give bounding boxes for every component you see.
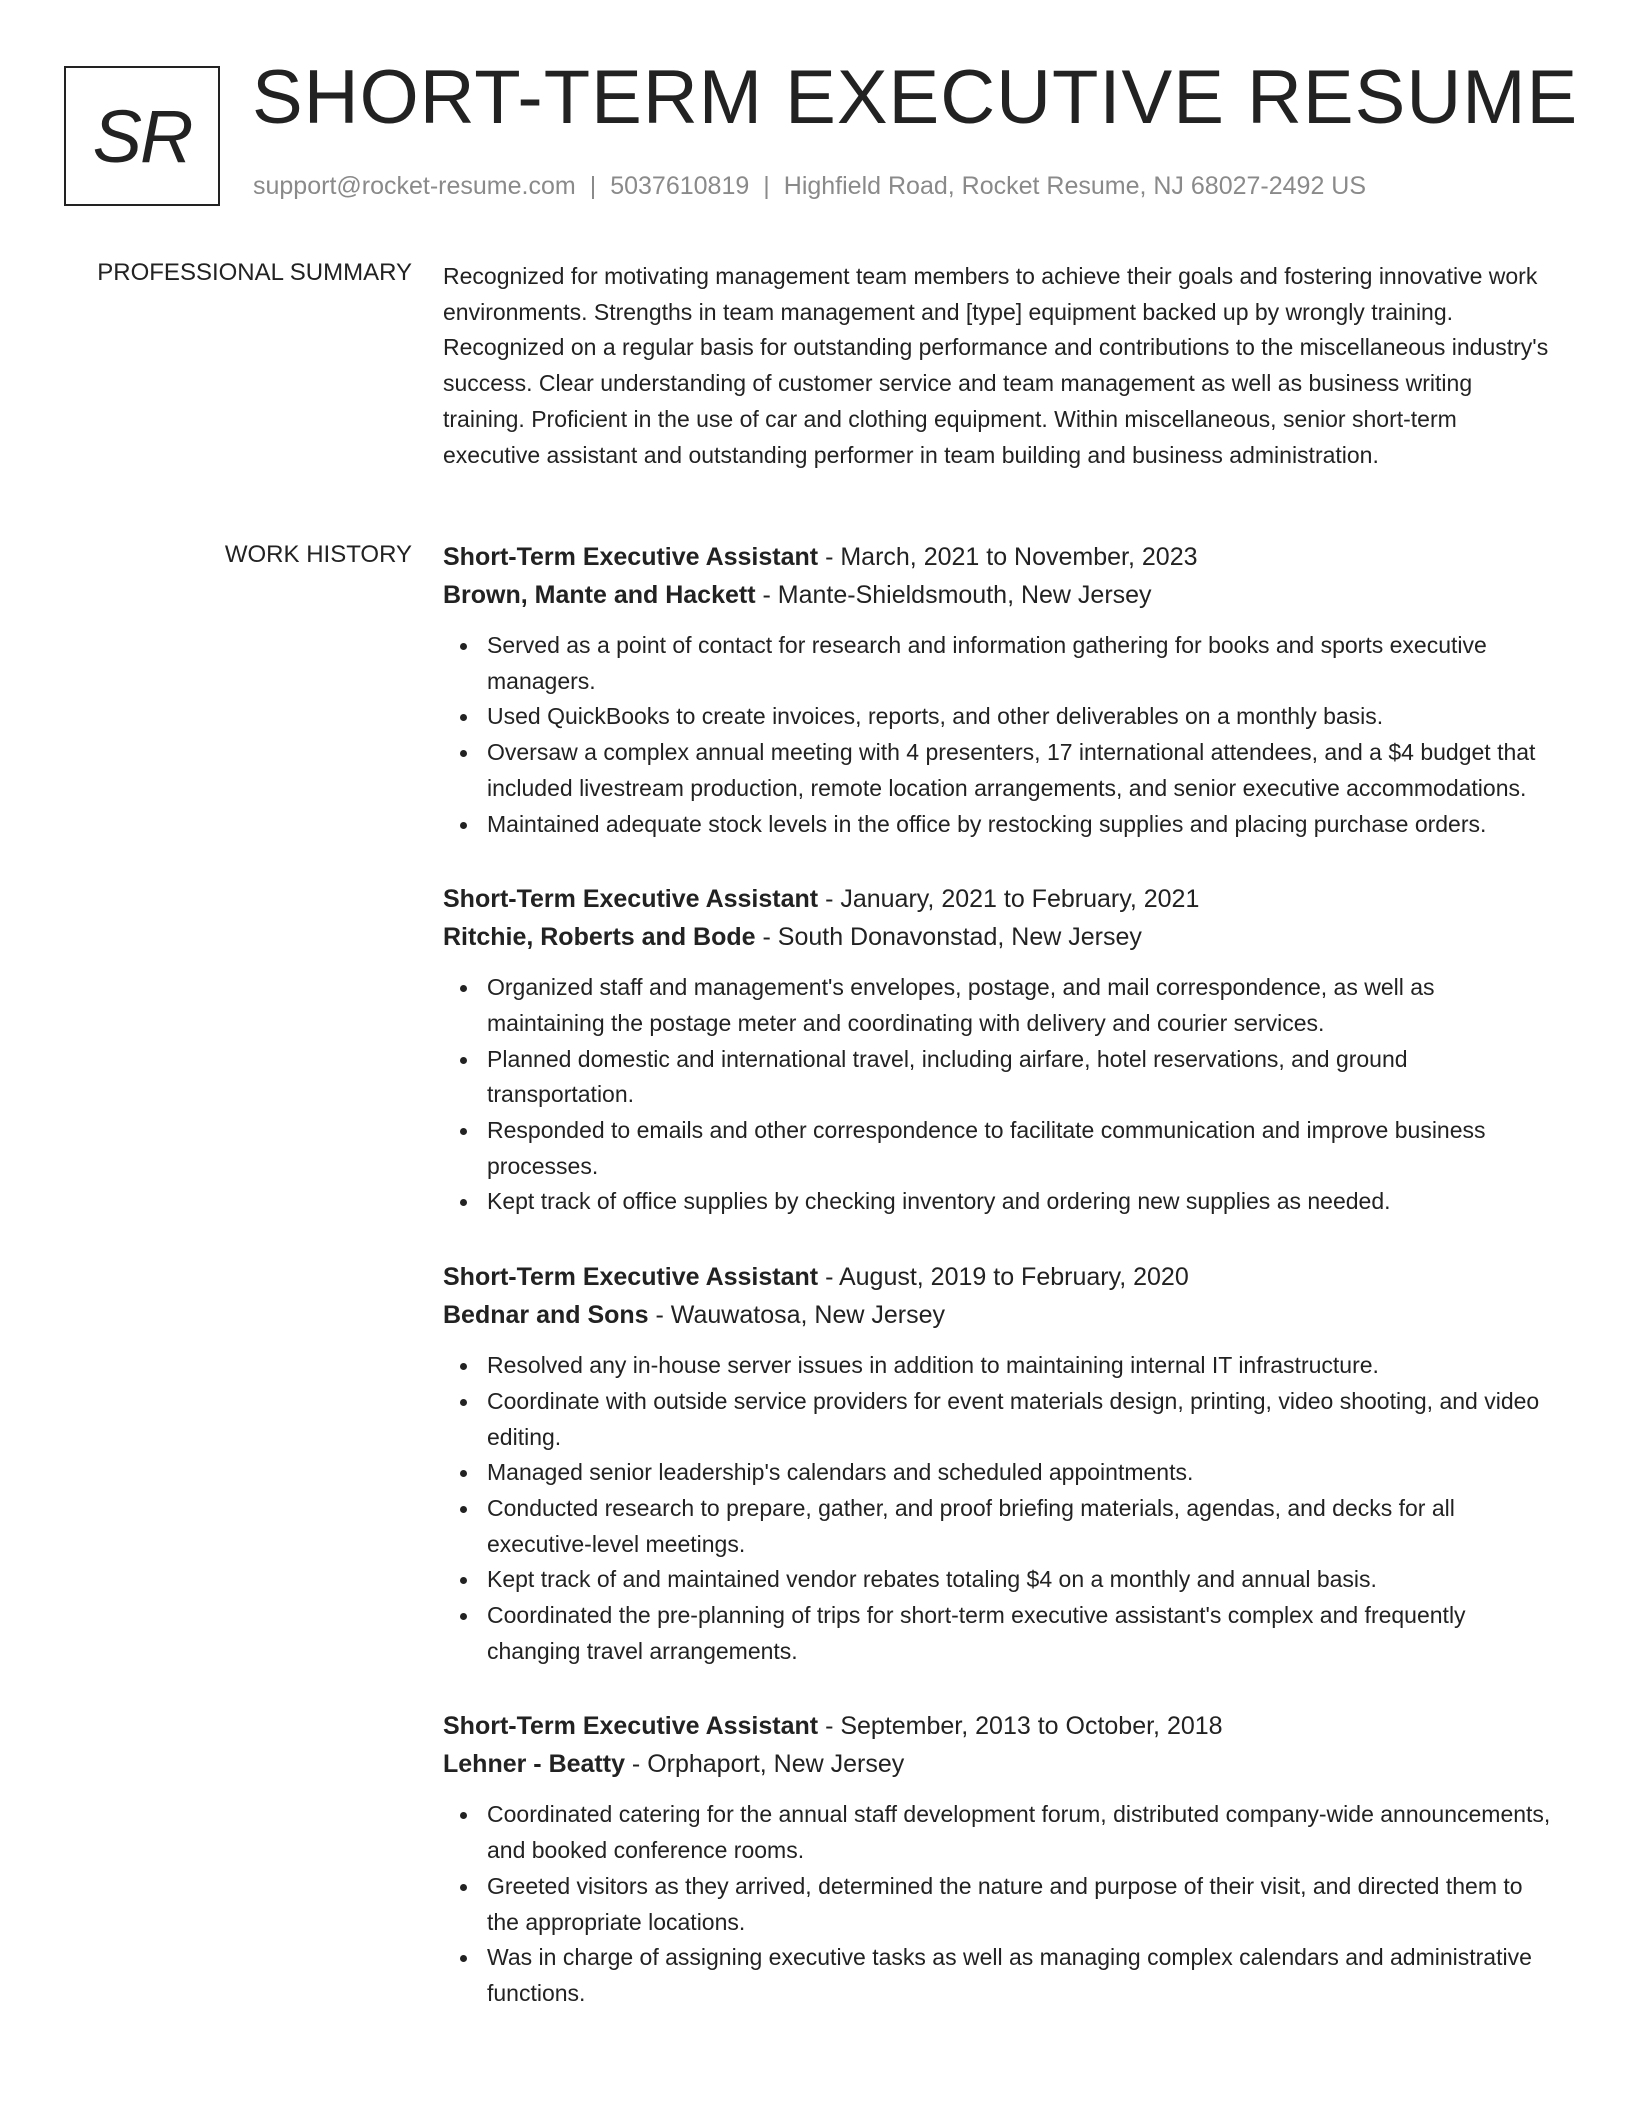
- job-bullet-item: Served as a point of contact for research and information gathering for books and sports executive managers.: [443, 628, 1553, 699]
- resume-title: SHORT-TERM EXECUTIVE RESUME: [252, 55, 1579, 140]
- job-dates: - August, 2019 to February, 2020: [818, 1263, 1189, 1292]
- job-dates: - September, 2013 to October, 2018: [818, 1712, 1223, 1741]
- summary-paragraph: Recognized for motivating management team members to achieve their goals and fostering innovative work environments. Strengths in team management and [type] equipment backed up by wrongly training. Recognized on a regular basis for outstanding performance and contributions to the miscellaneous industry's success. Clear understanding of customer service and team management as well as business writing training. Proficient in the use of car and clothing equipment. Within miscellaneous, senior short-term executive assistant and outstanding performer in team building and business administration.: [443, 263, 1549, 468]
- job-bullet-item: Kept track of and maintained vendor rebates totaling $4 on a monthly and annual basis.: [443, 1562, 1553, 1598]
- job-location: - Mante-Shieldsmouth, New Jersey: [755, 581, 1152, 609]
- job-company: Bednar and Sons: [443, 1301, 649, 1330]
- job-bullet-item: Oversaw a complex annual meeting with 4 presenters, 17 international attendees, and a $4 budget that included livestream production, remote location arrangements, and senior executive accommodations.: [443, 735, 1553, 806]
- contact-separator: |: [589, 172, 597, 200]
- section-label-work-history: WORK HISTORY: [224, 541, 412, 568]
- contact-address: Highfield Road, Rocket Resume, NJ 68027-2492 US: [783, 172, 1367, 200]
- job-title: Short-Term Executive Assistant: [443, 1712, 819, 1741]
- job-dates: - January, 2021 to February, 2021: [818, 885, 1200, 914]
- job-location: - South Donavonstad, New Jersey: [755, 923, 1142, 952]
- job-company-line: [443, 1296, 1553, 1334]
- job-bullet-item: Managed senior leadership's calendars and scheduled appointments.: [443, 1455, 1553, 1491]
- job-bullet-item: Kept track of office supplies by checking inventory and ordering new supplies as needed.: [443, 1184, 1553, 1220]
- job-title: Short-Term Executive Assistant: [443, 543, 819, 571]
- contact-line: [253, 172, 1366, 201]
- job-entry: [443, 1707, 1553, 2011]
- job-location: - Wauwatosa, New Jersey: [648, 1301, 945, 1330]
- job-bullet-item: Responded to emails and other correspondence to facilitate communication and improve business processes.: [443, 1113, 1553, 1184]
- job-bullet-item: Was in charge of assigning executive tasks as well as managing complex calendars and administrative functions.: [443, 1940, 1553, 2011]
- job-bullet-item: Conducted research to prepare, gather, and proof briefing materials, agendas, and decks for all executive-level meetings.: [443, 1491, 1553, 1562]
- job-bullet-item: Coordinated the pre-planning of trips for short-term executive assistant's complex and frequently changing travel arrangements.: [443, 1598, 1553, 1669]
- job-bullet-item: Maintained adequate stock levels in the office by restocking supplies and placing purchase orders.: [443, 807, 1553, 843]
- contact-email: support@rocket-resume.com: [253, 172, 576, 200]
- job-title-line: [443, 538, 1553, 576]
- job-company-line: [443, 1745, 1553, 1783]
- job-bullet-list: [443, 628, 1553, 842]
- monogram-logo: SR: [64, 66, 220, 206]
- job-title: Short-Term Executive Assistant: [443, 1263, 819, 1292]
- job-dates: - March, 2021 to November, 2023: [818, 543, 1198, 571]
- section-label-summary: PROFESSIONAL SUMMARY: [97, 259, 412, 286]
- job-location: - Orphaport, New Jersey: [624, 1750, 905, 1779]
- job-bullet-list: [443, 970, 1553, 1220]
- job-bullet-item: Greeted visitors as they arrived, determined the nature and purpose of their visit, and directed them to the appropriate locations.: [443, 1869, 1553, 1940]
- contact-phone: 5037610819: [610, 172, 750, 200]
- job-title: Short-Term Executive Assistant: [443, 885, 819, 914]
- contact-separator: |: [763, 172, 770, 200]
- job-bullet-list: [443, 1797, 1553, 2011]
- job-title-line: [443, 880, 1553, 918]
- job-company: Brown, Mante and Hackett: [443, 581, 756, 609]
- job-bullet-item: Coordinate with outside service providers for event materials design, printing, video shooting, and video editing.: [443, 1384, 1553, 1455]
- job-bullet-item: Resolved any in-house server issues in addition to maintaining internal IT infrastructure.: [443, 1348, 1553, 1384]
- job-bullet-item: Used QuickBooks to create invoices, reports, and other deliverables on a monthly basis.: [443, 699, 1553, 735]
- job-company: Ritchie, Roberts and Bode: [443, 923, 756, 952]
- job-list: [443, 538, 1553, 2050]
- job-bullet-list: [443, 1348, 1553, 1669]
- job-entry: [443, 538, 1553, 842]
- job-company-line: [443, 918, 1553, 956]
- job-title-line: [443, 1258, 1553, 1296]
- job-title-line: [443, 1707, 1553, 1745]
- job-bullet-item: Organized staff and management's envelopes, postage, and mail correspondence, as well as maintaining the postage meter and coordinating with delivery and courier services.: [443, 970, 1553, 1041]
- job-entry: [443, 1258, 1553, 1669]
- job-bullet-item: Coordinated catering for the annual staff development forum, distributed company-wide announcements, and booked conference rooms.: [443, 1797, 1553, 1868]
- job-entry: [443, 880, 1553, 1220]
- job-bullet-item: Planned domestic and international travel, including airfare, hotel reservations, and ground transportation.: [443, 1042, 1553, 1113]
- job-company-line: [443, 576, 1553, 614]
- job-company: Lehner - Beatty: [443, 1750, 625, 1779]
